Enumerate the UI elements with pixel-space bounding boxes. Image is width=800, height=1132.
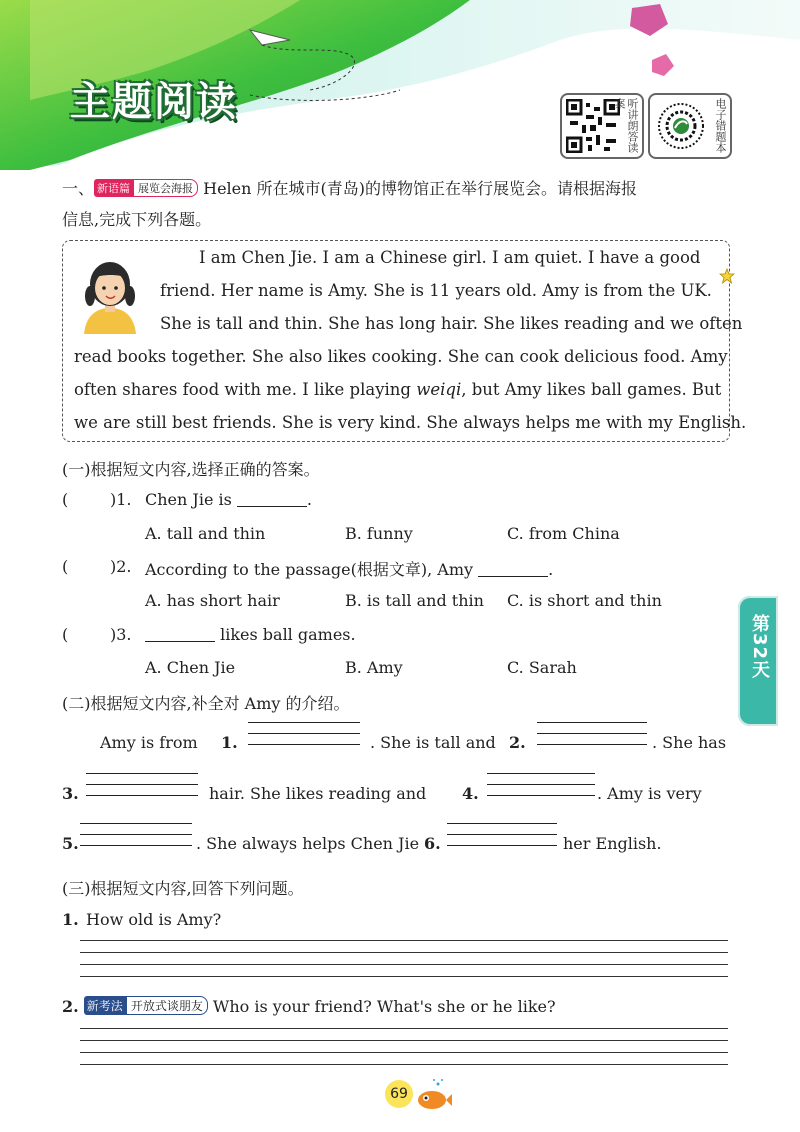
q2-stem-end: . [548, 560, 554, 579]
part3-heading: (三)根据短文内容,回答下列问题。 [62, 879, 304, 898]
passage-line-5-end: , but Amy likes ball games. But [461, 380, 722, 399]
p2-blank-2[interactable] [537, 722, 647, 746]
passage-line-5-start: often shares food with me. I like playing [74, 380, 417, 399]
p2-blank-4[interactable] [487, 773, 595, 797]
q2-paren: ( [62, 557, 69, 576]
q2-number: )2. [110, 557, 132, 576]
new-passage-tag: 新语篇 [94, 179, 133, 197]
page-title: 主题阅读 [70, 79, 238, 125]
p2-num-2: 2. [509, 733, 526, 752]
p3-q1-number: 1. [62, 910, 79, 929]
p2-num-3: 3. [62, 784, 79, 803]
p2-num-6: 6. [424, 834, 441, 853]
passage-line-6: we are still best friends. She is very kind. She always helps me with my English. [74, 413, 747, 432]
day-tab [738, 596, 778, 726]
q3-stem [145, 625, 356, 644]
part2-heading: (二)根据短文内容,补全对 Amy 的介绍。 [62, 694, 350, 713]
p2-num-4: 4. [462, 784, 479, 803]
section1-prefix: 一、 [62, 179, 95, 198]
qr-code-error-book[interactable] [648, 93, 732, 159]
q3-number: )3. [110, 625, 132, 644]
page-number: 69 [385, 1080, 413, 1108]
p2-row1-text-c: . She has [652, 733, 727, 752]
open-question-tag: 开放式谈朋友 [126, 996, 208, 1015]
q3-option-b[interactable]: B. Amy [345, 658, 403, 677]
q1-stem-text: Chen Jie is [145, 490, 237, 509]
p3-q2-number: 2. [62, 997, 79, 1016]
p2-row3-text-a: . She always helps Chen Jie [196, 834, 420, 853]
passage-line-4: read books together. She also likes cooking. She can cook delicious food. Amy [74, 347, 728, 366]
q1-number: )1. [110, 490, 132, 509]
q3-blank[interactable] [145, 627, 215, 642]
p2-row2-text-b: . Amy is very [597, 784, 702, 803]
p2-row1-text-b: . She is tall and [370, 733, 496, 752]
girl-illustration [72, 252, 148, 338]
q2-stem-text: According to the passage(根据文章), Amy [145, 560, 479, 579]
passage-line-5 [74, 380, 721, 399]
qr-code-listen[interactable] [560, 93, 644, 159]
p2-num-1: 1. [221, 733, 238, 752]
q3-option-c[interactable]: C. Sarah [507, 658, 577, 677]
passage-weiqi: weiqi [416, 380, 462, 399]
q1-option-c[interactable]: C. from China [507, 524, 620, 543]
p3-q1-answer-lines[interactable] [80, 940, 728, 980]
section1-instruction-line2: 信息,完成下列各题。 [62, 210, 212, 229]
q2-stem [145, 557, 553, 580]
p3-q2 [62, 996, 556, 1016]
qr-code-icon [566, 99, 620, 153]
q1-blank[interactable] [237, 492, 307, 507]
q2-option-b[interactable]: B. is tall and thin [345, 591, 484, 610]
q2-blank[interactable] [478, 562, 548, 577]
p2-row1-text-a: Amy is from [100, 733, 198, 752]
star-icon [719, 268, 735, 284]
new-method-tag: 新考法 [84, 996, 126, 1015]
q2-option-c[interactable]: C. is short and thin [507, 591, 662, 610]
q2-option-a[interactable]: A. has short hair [145, 591, 280, 610]
fish-icon [412, 1076, 452, 1112]
p2-blank-6[interactable] [447, 823, 557, 847]
p2-blank-1[interactable] [248, 722, 360, 746]
p2-row2-text-a: hair. She likes reading and [209, 784, 427, 803]
q1-option-b[interactable]: B. funny [345, 524, 413, 543]
p3-q2-answer-lines[interactable] [80, 1028, 728, 1068]
q3-option-a[interactable]: A. Chen Jie [145, 658, 236, 677]
passage-line-2: friend. Her name is Amy. She is 11 years old. Amy is from the UK. [160, 281, 712, 300]
qr-label-error-book: 电子错题本 [714, 98, 727, 153]
q3-paren: ( [62, 625, 69, 644]
q1-option-a[interactable]: A. tall and thin [145, 524, 266, 543]
section1-instruction-line1: Helen 所在城市(青岛)的博物馆正在举行展览会。请根据海报 [203, 179, 637, 198]
q1-paren: ( [62, 490, 69, 509]
qr-label-listen: 听讲朗答读案 [613, 98, 639, 153]
p3-q1-text: How old is Amy? [86, 910, 222, 929]
p2-blank-5[interactable] [80, 823, 192, 847]
passage-line-1: I am Chen Jie. I am a Chinese girl. I am quiet. I have a good [199, 248, 701, 267]
day-tab-label: 第32天 [749, 614, 770, 680]
p2-num-5: 5. [62, 834, 79, 853]
section1-instruction [62, 176, 637, 199]
qr-code-icon [654, 99, 708, 153]
p3-q2-text: Who is your friend? What's she or he like? [212, 997, 556, 1016]
p2-blank-3[interactable] [86, 773, 198, 797]
q3-stem-end: likes ball games. [215, 625, 356, 644]
passage-box [62, 240, 730, 442]
part1-heading: (一)根据短文内容,选择正确的答案。 [62, 460, 320, 479]
passage-line-3: She is tall and thin. She has long hair. She likes reading and we often [160, 314, 743, 333]
p2-row3-text-b: her English. [563, 834, 662, 853]
q1-stem [145, 490, 312, 509]
q1-stem-end: . [306, 490, 312, 509]
passage-type-tag: 展览会海报 [133, 179, 198, 197]
